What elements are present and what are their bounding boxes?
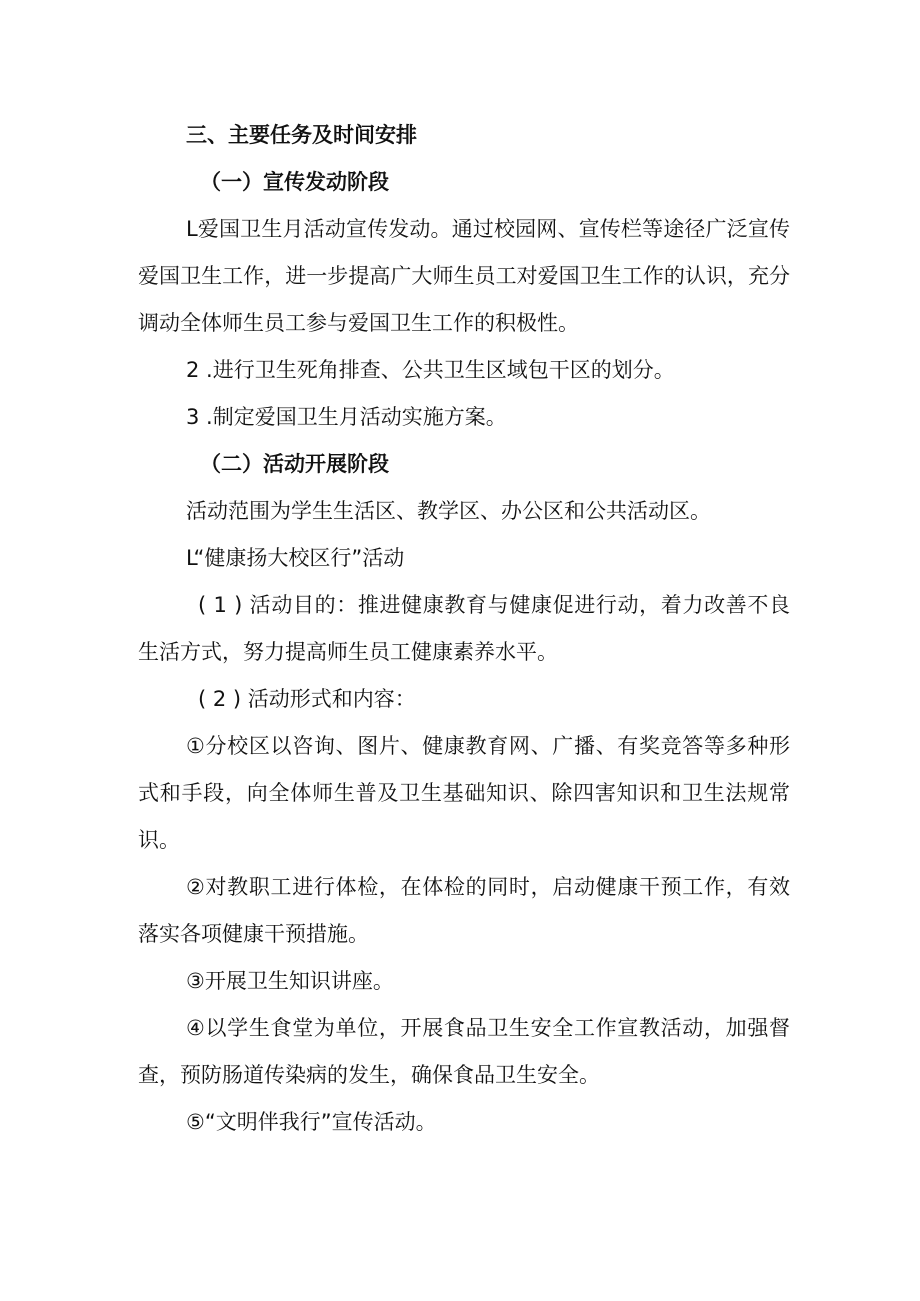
paragraph-activity-form: ( 2 ) 活动形式和内容： [198, 687, 416, 711]
paragraph-circled-4: ④以学生食堂为单位，开展食品卫生安全工作宣教活动，加强督查，预防肠道传染病的发生，确保食品卫生安全。 [138, 1016, 790, 1087]
document-body [138, 112, 790, 1146]
paragraph-item-1: L爱国卫生月活动宣传发动。通过校园网、宣传栏等途径广泛宣传爱国卫生工作，进一步提高广大师生员工对爱国卫生工作的认识，充分调动全体师生员工参与爱国卫生工作的积极性。 [138, 217, 790, 335]
paragraph-circled-3: ③开展卫生知识讲座。 [186, 969, 394, 993]
paragraph-circled-5: ⑤“文明伴我行”宣传活动。 [186, 1110, 437, 1134]
paragraph-activity-scope: 活动范围为学生生活区、教学区、办公区和公共活动区。 [186, 499, 711, 523]
paragraph-item-2: 2 .进行卫生死角排查、公共卫生区域包干区的划分。 [186, 358, 675, 382]
paragraph-item-3: 3 .制定爱国卫生月活动实施方案。 [186, 405, 507, 429]
subsection-heading-publicity: （一）宣传发动阶段 [200, 170, 389, 194]
paragraph-activity-purpose: ( 1 ) 活动目的：推进健康教育与健康促进行动，着力改善不良生活方式，努力提高师生员工健康素养水平。 [138, 593, 790, 664]
paragraph-health-campaign: L“健康扬大校区行”活动 [186, 546, 405, 570]
paragraph-circled-1: ①分校区以咨询、图片、健康教育网、广播、有奖竞答等多种形式和手段，向全体师生普及卫生基础知识、除四害知识和卫生法规常识。 [138, 734, 790, 852]
paragraph-circled-2: ②对教职工进行体检，在体检的同时，启动健康干预工作，有效落实各项健康干预措施。 [138, 875, 790, 946]
subsection-heading-activities: （二）活动开展阶段 [200, 452, 389, 476]
section-heading: 三、主要任务及时间安排 [186, 123, 417, 147]
